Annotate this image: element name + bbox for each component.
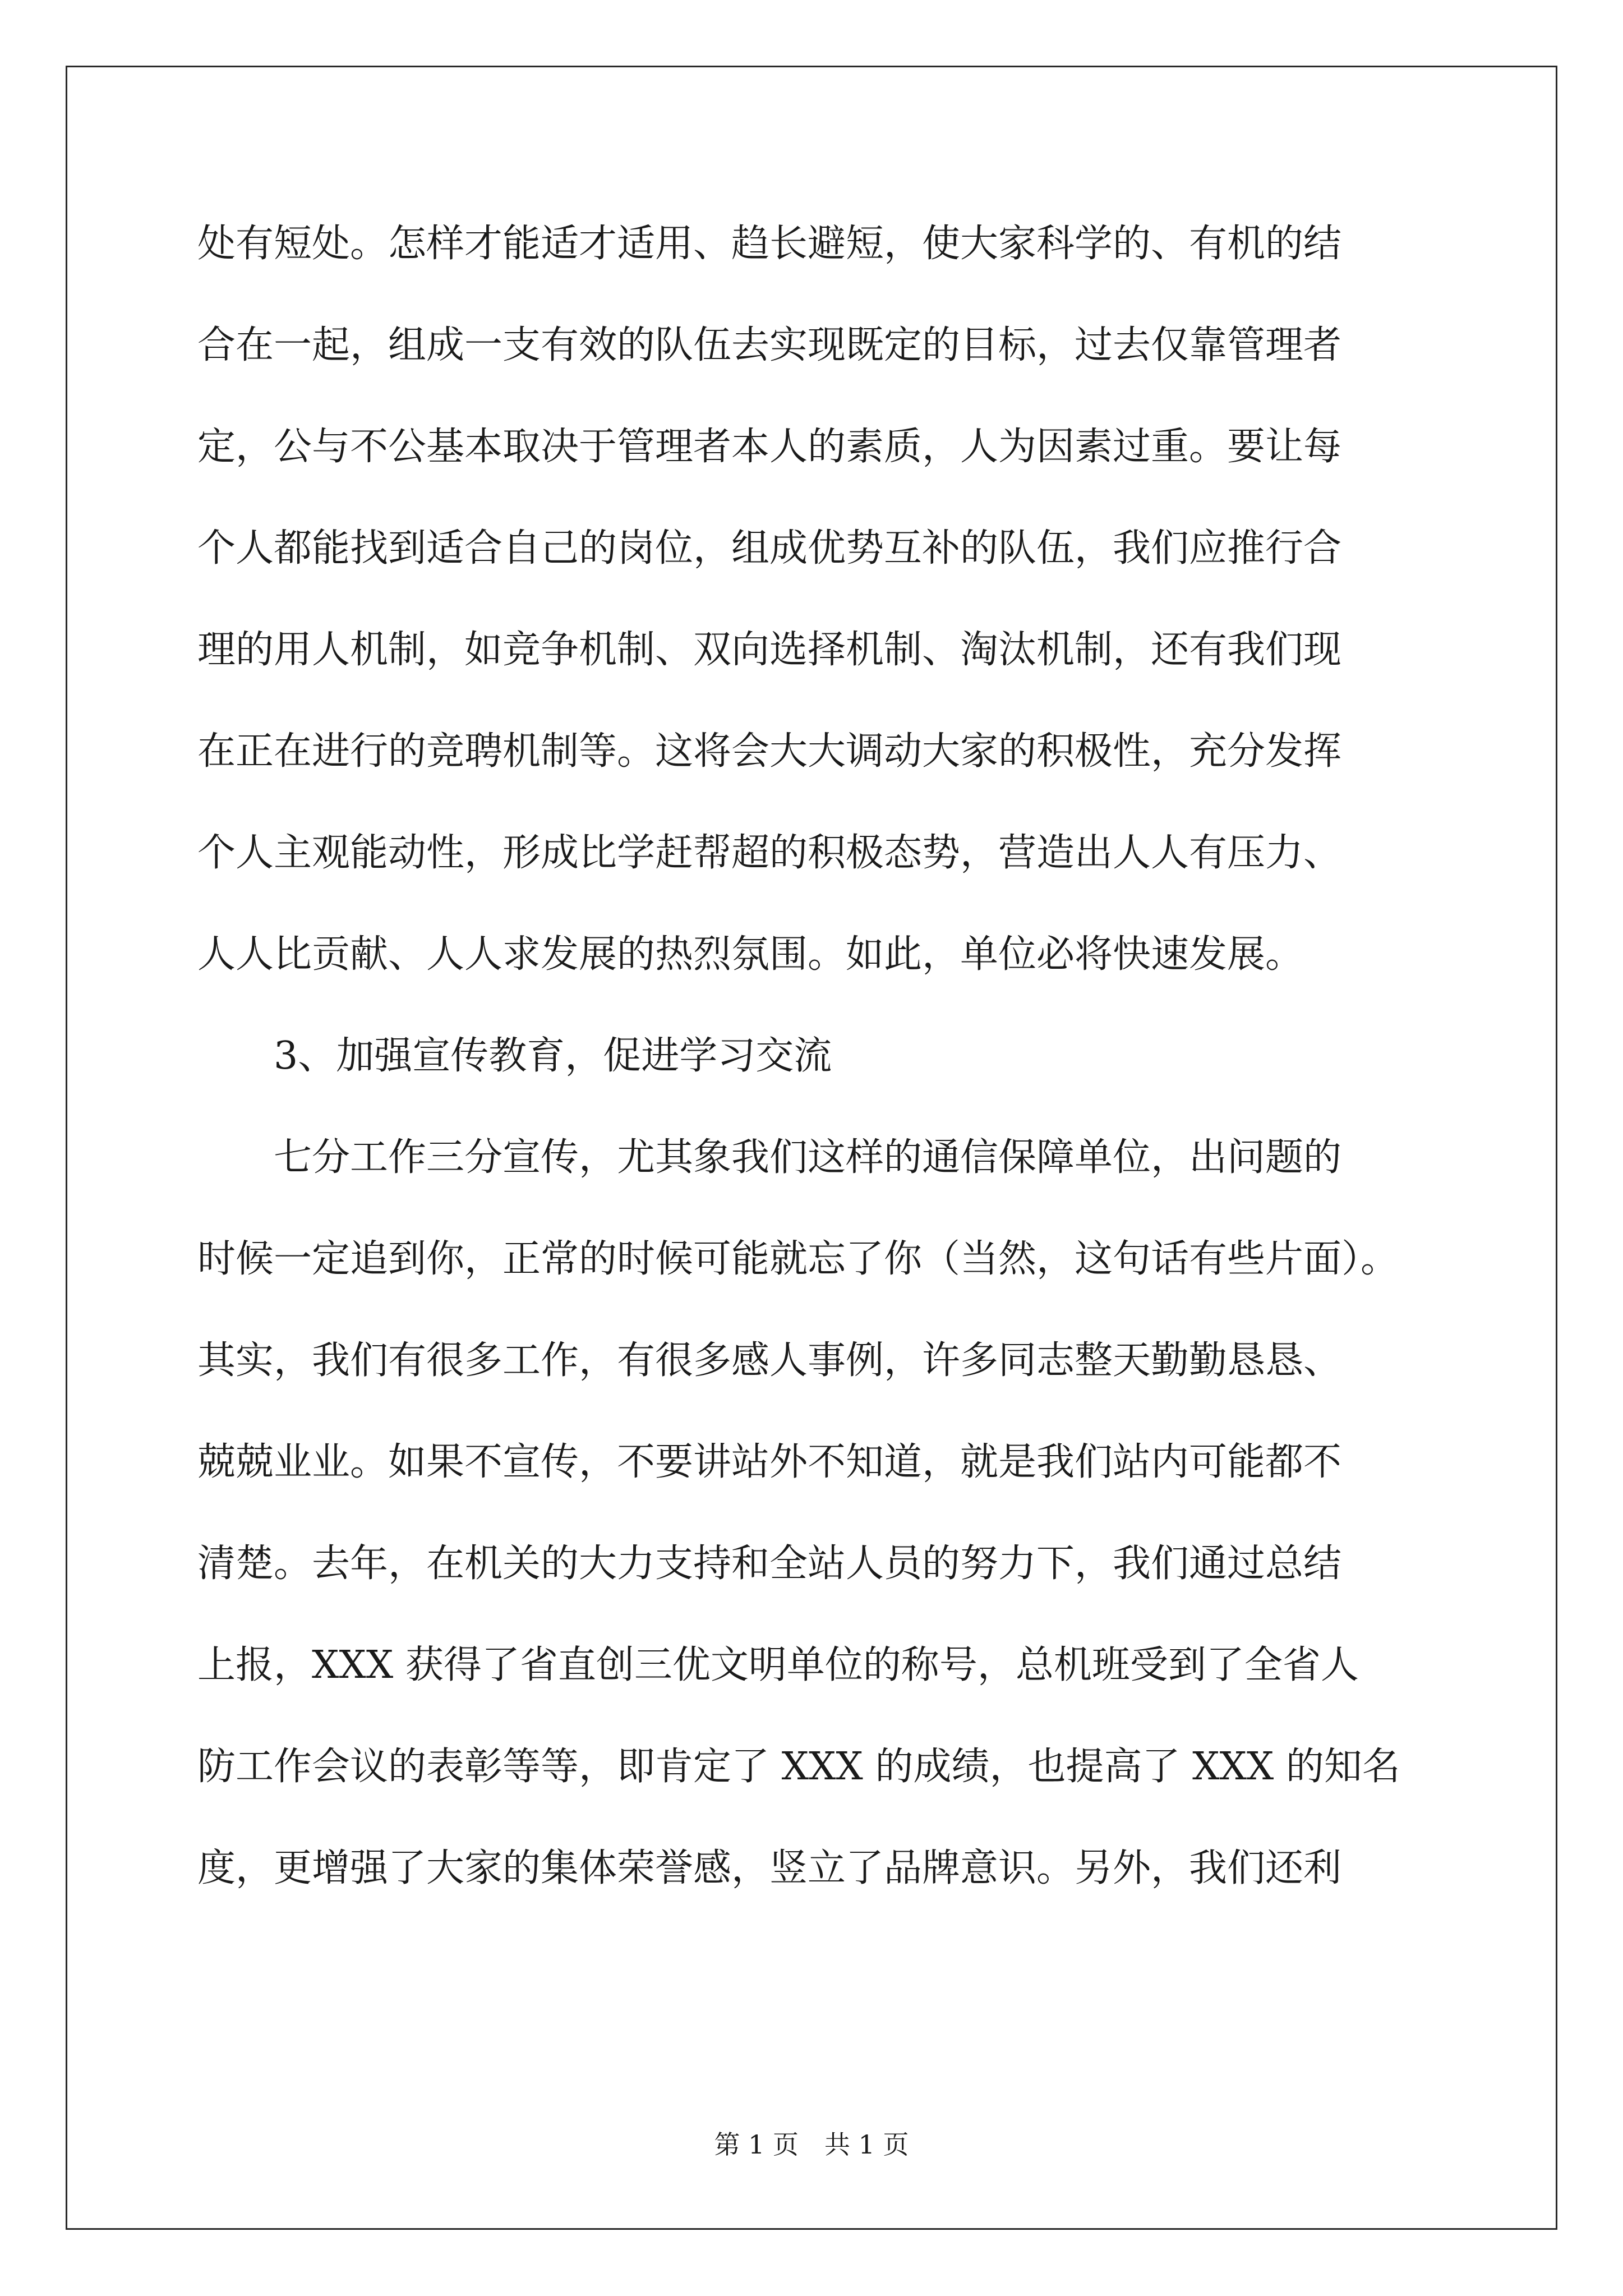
text-line: 在正在进行的竞聘机制等。这将会大大调动大家的积极性，充分发挥 <box>197 729 1342 774</box>
page-number-total: 共 1 页 <box>824 2129 909 2160</box>
text-line: 合在一起，组成一支有效的队伍去实现既定的目标，过去仅靠管理者 <box>197 323 1342 367</box>
page-footer <box>0 2128 1623 2161</box>
page-number-current: 第 1 页 <box>714 2129 799 2160</box>
text-line: 其实，我们有很多工作，有很多感人事例，许多同志整天勤勤恳恳、 <box>197 1338 1342 1383</box>
text-line: 时候一定追到你，正常的时候可能就忘了你（当然，这句话有些片面）。 <box>197 1237 1399 1281</box>
text-line: 人人比贡献、人人求发展的热烈氛围。如此，单位必将快速发展。 <box>197 932 1304 977</box>
section-heading: 3、加强宣传教育，促进学习交流 <box>274 1034 832 1078</box>
text-line: 定，公与不公基本取决于管理者本人的素质，人为因素过重。要让每 <box>197 425 1342 469</box>
text-line: 上报，XXX 获得了省直创三优文明单位的称号，总机班受到了全省人 <box>197 1643 1359 1687</box>
text-line: 防工作会议的表彰等等，即肯定了 XXX 的成绩，也提高了 XXX 的知名 <box>197 1745 1400 1789</box>
text-line: 兢兢业业。如果不宣传，不要讲站外不知道，就是我们站内可能都不 <box>197 1440 1342 1484</box>
text-line: 处有短处。怎样才能适才适用、趋长避短，使大家科学的、有机的结 <box>197 222 1342 266</box>
document-body <box>197 213 1442 1939</box>
text-line: 个人主观能动性，形成比学赶帮超的积极态势，营造出人人有压力、 <box>197 831 1342 875</box>
text-line: 度，更增强了大家的集体荣誉感，竖立了品牌意识。另外，我们还利 <box>197 1846 1342 1890</box>
text-line: 理的用人机制，如竞争机制、双向选择机制、淘汰机制，还有我们现 <box>197 628 1342 672</box>
paragraph-start-line: 七分工作三分宣传，尤其象我们这样的通信保障单位，出问题的 <box>274 1135 1342 1180</box>
text-line: 清楚。去年，在机关的大力支持和全站人员的努力下，我们通过总结 <box>197 1542 1342 1586</box>
text-line: 个人都能找到适合自己的岗位，组成优势互补的队伍，我们应推行合 <box>197 526 1342 570</box>
